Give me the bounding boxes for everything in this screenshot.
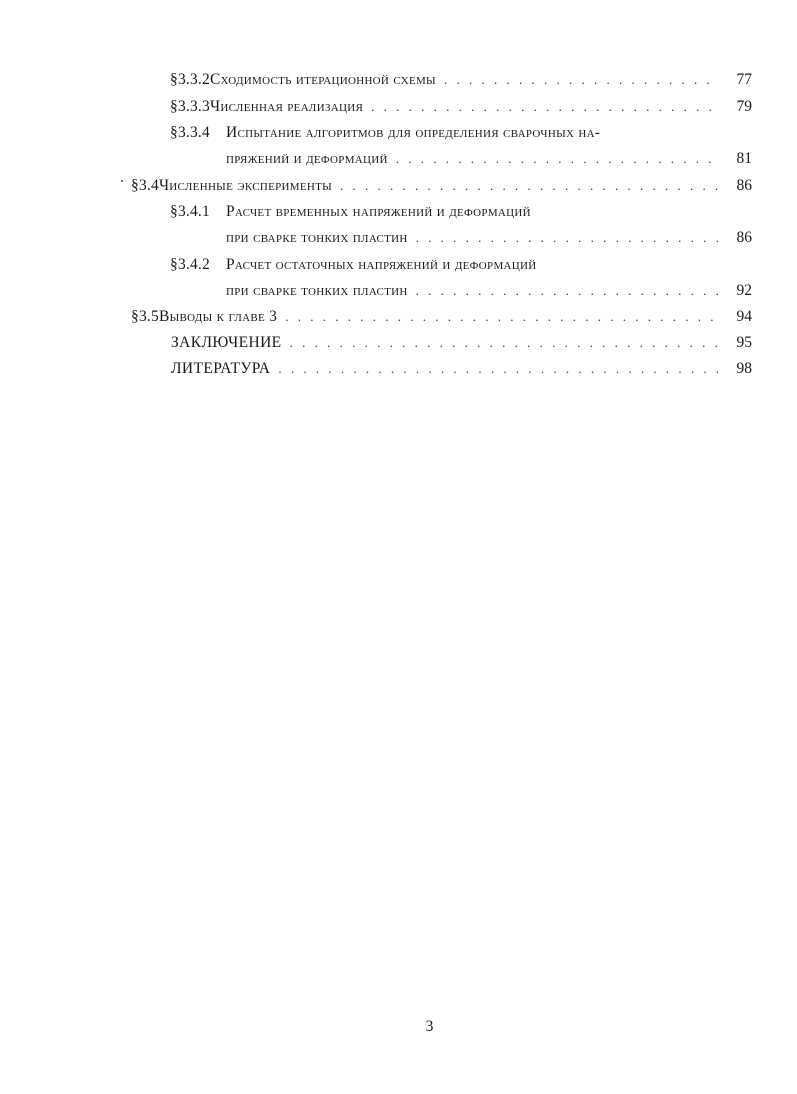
toc-entry-title: ЗАКЛЮЧЕНИЕ [171,334,282,351]
toc-entry-page: 98 [736,360,752,377]
toc-leader-dots [416,228,718,248]
toc-entry-title: при сварке тонких пластин [226,229,408,246]
toc-entry-continuation [226,228,752,248]
toc-entry-title: Сходимость итерационной схемы [209,71,436,88]
toc-entry-title: Численная реализация [209,98,364,115]
toc-entry-continuation [226,149,752,169]
toc-entry-page: 94 [736,308,752,325]
page-number: 3 [425,1018,434,1035]
toc-entry-page: 79 [736,98,752,115]
toc-entry [131,176,752,196]
toc-entry-title: пряжений и деформаций [226,150,388,167]
toc-entry-number: §3.4.2 [170,256,210,273]
toc-leader-dots [396,149,718,169]
toc-entry-title: Выводы к главе 3 [158,308,278,325]
toc-entry [171,333,752,353]
toc-entry-page: 95 [736,334,752,351]
scan-artifact [121,180,123,182]
toc-entry [170,202,752,222]
toc-entry-page: 92 [736,282,752,299]
toc-entry-page: 86 [736,177,752,194]
toc-entry-title: при сварке тонких пластин [226,282,408,299]
toc-leader-dots [444,70,718,90]
toc-entry-title: Расчет остаточных напряжений и деформаций [226,256,537,273]
toc-entry-number: §3.3.4 [170,124,210,141]
toc-leader-dots [371,97,718,117]
toc-entry-page: 81 [736,150,752,167]
toc-entry-page: 77 [736,71,752,88]
toc-leader-dots [340,176,718,196]
toc-entry [170,123,752,143]
toc-entry [170,255,752,275]
toc-entry-page: 86 [736,229,752,246]
toc-entry [170,70,752,90]
toc-entry [131,307,752,327]
toc-entry-continuation [226,281,752,301]
toc-entry-number: §3.4.1 [170,203,210,220]
toc-entry-title: Расчет временных напряжений и деформаций [226,203,531,220]
toc-entry-number: §3.3.3 [170,98,210,115]
toc-entry-title: ЛИТЕРАТУРА [171,360,271,377]
toc-entry-number: §3.3.2 [170,71,210,88]
toc-entry-number: §3.5 [131,308,159,325]
toc-leader-dots [416,281,718,301]
toc-entry [171,359,752,379]
toc-entry-title: Численные эксперименты [158,177,333,194]
toc-entry-number: §3.4 [131,177,159,194]
toc-entry-title: Испытание алгоритмов для определения сварочных на- [226,124,601,141]
toc-leader-dots [285,307,718,327]
toc-entry [170,97,752,117]
toc-leader-dots [290,333,718,353]
toc-leader-dots [278,359,718,379]
